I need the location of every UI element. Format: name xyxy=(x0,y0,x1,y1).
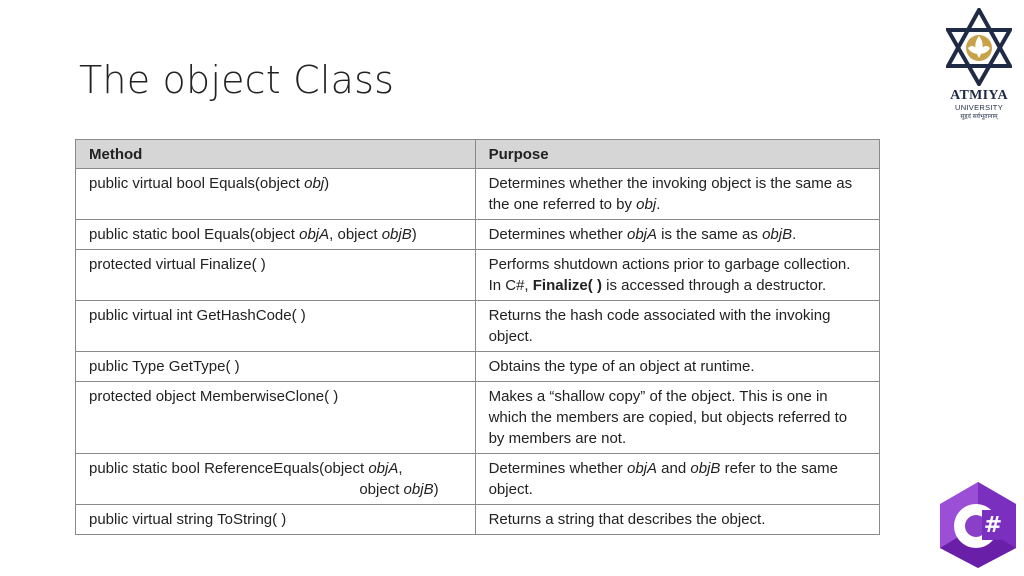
purpose-cell: Returns a string that describes the object. xyxy=(475,505,879,535)
logo-motto: सुहृदं सर्वभूतानाम् xyxy=(960,114,998,120)
csharp-symbol: # xyxy=(983,513,1003,538)
column-header-method: Method xyxy=(76,140,476,169)
table-row xyxy=(76,169,880,220)
table-row xyxy=(76,301,880,352)
method-cell: public virtual string ToString( ) xyxy=(76,505,476,535)
slide-title: The object Class xyxy=(79,58,395,102)
logo-name: ATMIYA xyxy=(950,88,1008,103)
table-header-row xyxy=(76,140,880,169)
method-cell: public static bool ReferenceEquals(object objA, object objB) xyxy=(76,454,476,505)
purpose-cell: Makes a “shallow copy” of the object. This is one in which the members are copied, but objects referred to by members are not. xyxy=(475,382,879,454)
table-row xyxy=(76,220,880,250)
method-cell: protected virtual Finalize( ) xyxy=(76,250,476,301)
logo-subtitle: UNIVERSITY xyxy=(954,103,1003,112)
purpose-cell: Returns the hash code associated with the invoking object. xyxy=(475,301,879,352)
table-row xyxy=(76,505,880,535)
table-row xyxy=(76,454,880,505)
table-row xyxy=(76,382,880,454)
purpose-cell: Obtains the type of an object at runtime. xyxy=(475,352,879,382)
method-cell: public Type GetType( ) xyxy=(76,352,476,382)
method-cell: public virtual bool Equals(object obj) xyxy=(76,169,476,220)
csharp-hexagon-icon xyxy=(938,480,1018,570)
atmiya-logo xyxy=(942,8,1016,120)
purpose-cell: Determines whether objA is the same as objB. xyxy=(475,220,879,250)
method-cell: public virtual int GetHashCode( ) xyxy=(76,301,476,352)
table-row xyxy=(76,352,880,382)
object-methods-table xyxy=(75,139,880,535)
method-cell: protected object MemberwiseClone( ) xyxy=(76,382,476,454)
column-header-purpose: Purpose xyxy=(475,140,879,169)
csharp-logo xyxy=(938,480,1018,570)
table-row xyxy=(76,250,880,301)
purpose-cell: Determines whether objA and objB refer to the same object. xyxy=(475,454,879,505)
purpose-cell: Determines whether the invoking object is the same as the one referred to by obj. xyxy=(475,169,879,220)
method-cell: public static bool Equals(object objA, object objB) xyxy=(76,220,476,250)
atmiya-emblem-icon xyxy=(946,8,1012,86)
purpose-cell: Performs shutdown actions prior to garbage collection. In C#, Finalize( ) is accessed through a destructor. xyxy=(475,250,879,301)
